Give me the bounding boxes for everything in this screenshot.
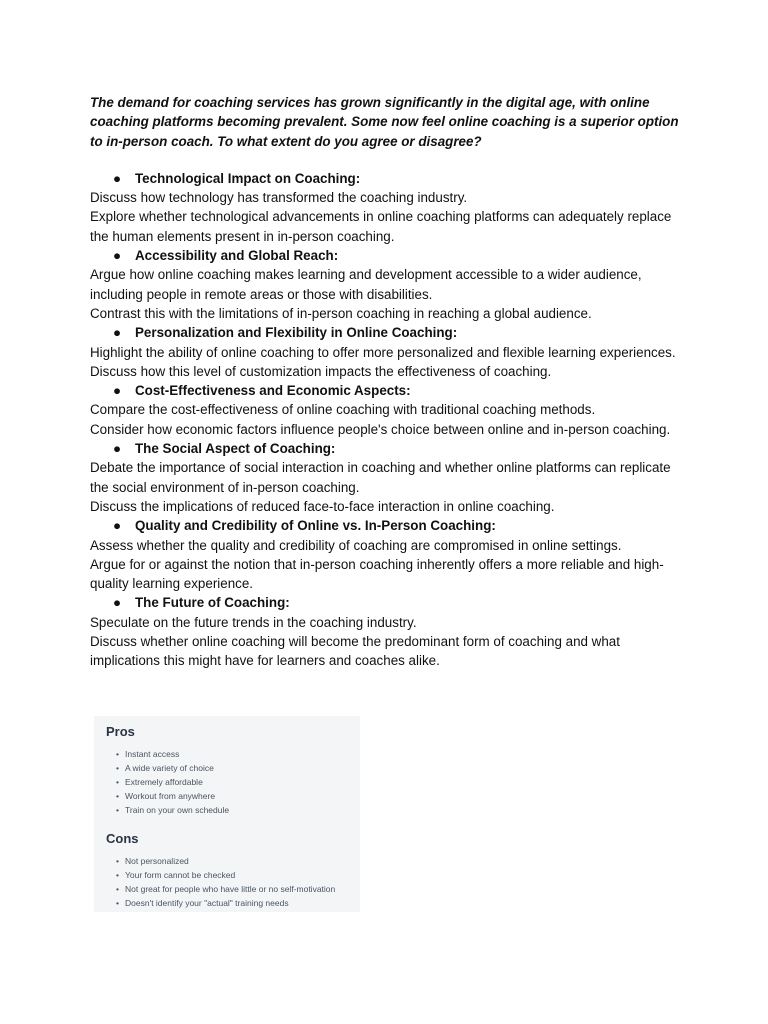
- bullet-icon: •: [116, 791, 119, 802]
- section-paragraph: Speculate on the future trends in the coaching industry.: [90, 614, 417, 630]
- section-paragraph: Compare the cost-effectiveness of online coaching with traditional coaching methods.: [90, 402, 596, 418]
- bullet-icon: ●: [113, 595, 122, 611]
- section-paragraph: Argue how online coaching makes learning and development accessible to a wider audience, including people in remote areas or those with disabilities.: [90, 267, 642, 302]
- section-paragraph: Highlight the ability of online coaching to offer more personalized and flexible learning experiences.: [90, 344, 676, 360]
- bullet-icon: ●: [113, 248, 122, 264]
- section-paragraph: Assess whether the quality and credibility of coaching are compromised in online settings.: [90, 537, 622, 553]
- bullet-icon: ●: [113, 325, 122, 341]
- bullet-icon: ●: [113, 518, 122, 534]
- section-paragraph: Contrast this with the limitations of in-person coaching in reaching a global audience.: [90, 305, 592, 321]
- section: [90, 381, 680, 439]
- list-item-text: Not personalized: [125, 856, 189, 866]
- cons-title: Cons: [106, 831, 139, 846]
- section-paragraph: Debate the importance of social interaction in coaching and whether online platforms can replicate the social environment of in-person coaching.: [90, 460, 671, 495]
- section-heading-text: Cost-Effectiveness and Economic Aspects:: [135, 383, 411, 399]
- list-item-text: Doesn't identify your "actual" training needs: [125, 898, 289, 909]
- bullet-icon: ●: [113, 383, 122, 399]
- list-item-text: Instant access: [125, 749, 180, 759]
- section-heading-text: Personalization and Flexibility in Online Coaching:: [135, 325, 458, 341]
- pros-item: [116, 789, 229, 803]
- section-heading-text: The Social Aspect of Coaching:: [135, 441, 336, 457]
- section-heading: [90, 169, 680, 188]
- sections-container: [90, 169, 680, 671]
- section-heading: [90, 593, 680, 612]
- section: [90, 323, 680, 381]
- section-paragraph: Explore whether technological advancements in online coaching platforms can adequately replace the human elements present in in-person coaching.: [90, 209, 672, 244]
- pros-list: [116, 747, 229, 817]
- bullet-icon: •: [116, 763, 119, 774]
- pros-item: [116, 775, 229, 789]
- bullet-icon: •: [116, 884, 119, 895]
- bullet-icon: •: [116, 777, 119, 788]
- cons-item: [116, 882, 335, 896]
- bullet-icon: •: [116, 856, 119, 866]
- section-paragraph: Discuss the implications of reduced face-to-face interaction in online coaching.: [90, 498, 555, 514]
- section: [90, 439, 680, 516]
- section-heading: [90, 246, 680, 265]
- list-item-text: Workout from anywhere: [125, 791, 216, 802]
- section-heading-text: Quality and Credibility of Online vs. In-Person Coaching:: [135, 518, 496, 534]
- pros-item: [116, 761, 229, 775]
- bullet-icon: •: [116, 749, 119, 759]
- bullet-icon: •: [116, 870, 119, 881]
- section-heading-text: Accessibility and Global Reach:: [135, 248, 339, 264]
- bullet-icon: ●: [113, 170, 122, 186]
- list-item-text: Not great for people who have little or no self-motivation: [125, 884, 336, 895]
- bullet-icon: •: [116, 805, 119, 816]
- bullet-icon: ●: [113, 441, 122, 457]
- section: [90, 169, 680, 246]
- bullet-icon: •: [116, 898, 119, 909]
- cons-item: [116, 854, 335, 868]
- section-paragraph: Argue for or against the notion that in-person coaching inherently offers a more reliable and high-quality learning experience.: [90, 556, 664, 592]
- cons-item: [116, 868, 335, 882]
- pros-title: Pros: [106, 724, 135, 739]
- cons-item: [116, 896, 335, 910]
- section-paragraph: Discuss how this level of customization impacts the effectiveness of coaching.: [90, 363, 552, 379]
- section: [90, 593, 680, 670]
- pros-item: [116, 803, 229, 817]
- section-paragraph: Discuss whether online coaching will become the predominant form of coaching and what implications this might have for learners and coaches alike.: [90, 634, 620, 669]
- list-item-text: Train on your own schedule: [125, 805, 230, 816]
- pros-cons-image: [94, 716, 360, 912]
- document-page: [90, 93, 680, 671]
- section: [90, 516, 680, 593]
- pros-item: [116, 747, 229, 761]
- section-heading: [90, 323, 680, 342]
- section-paragraph: Discuss how technology has transformed the coaching industry.: [90, 190, 468, 206]
- list-item-text: A wide variety of choice: [125, 763, 214, 774]
- list-item-text: Extremely affordable: [125, 777, 203, 788]
- section: [90, 246, 680, 323]
- cons-list: [116, 854, 335, 910]
- essay-prompt: The demand for coaching services has grown significantly in the digital age, with online coaching platforms becoming prevalent. Some now feel online coaching is a superior option to in-person coach. To what extent do you agree or disagree?: [90, 95, 679, 149]
- section-heading: [90, 516, 680, 535]
- list-item-text: Your form cannot be checked: [125, 870, 236, 881]
- section-heading-text: The Future of Coaching:: [135, 595, 290, 611]
- section-heading: [90, 439, 680, 458]
- section-paragraph: Consider how economic factors influence people's choice between online and in-person coaching.: [90, 421, 671, 437]
- section-heading-text: Technological Impact on Coaching:: [135, 170, 361, 186]
- section-heading: [90, 381, 680, 400]
